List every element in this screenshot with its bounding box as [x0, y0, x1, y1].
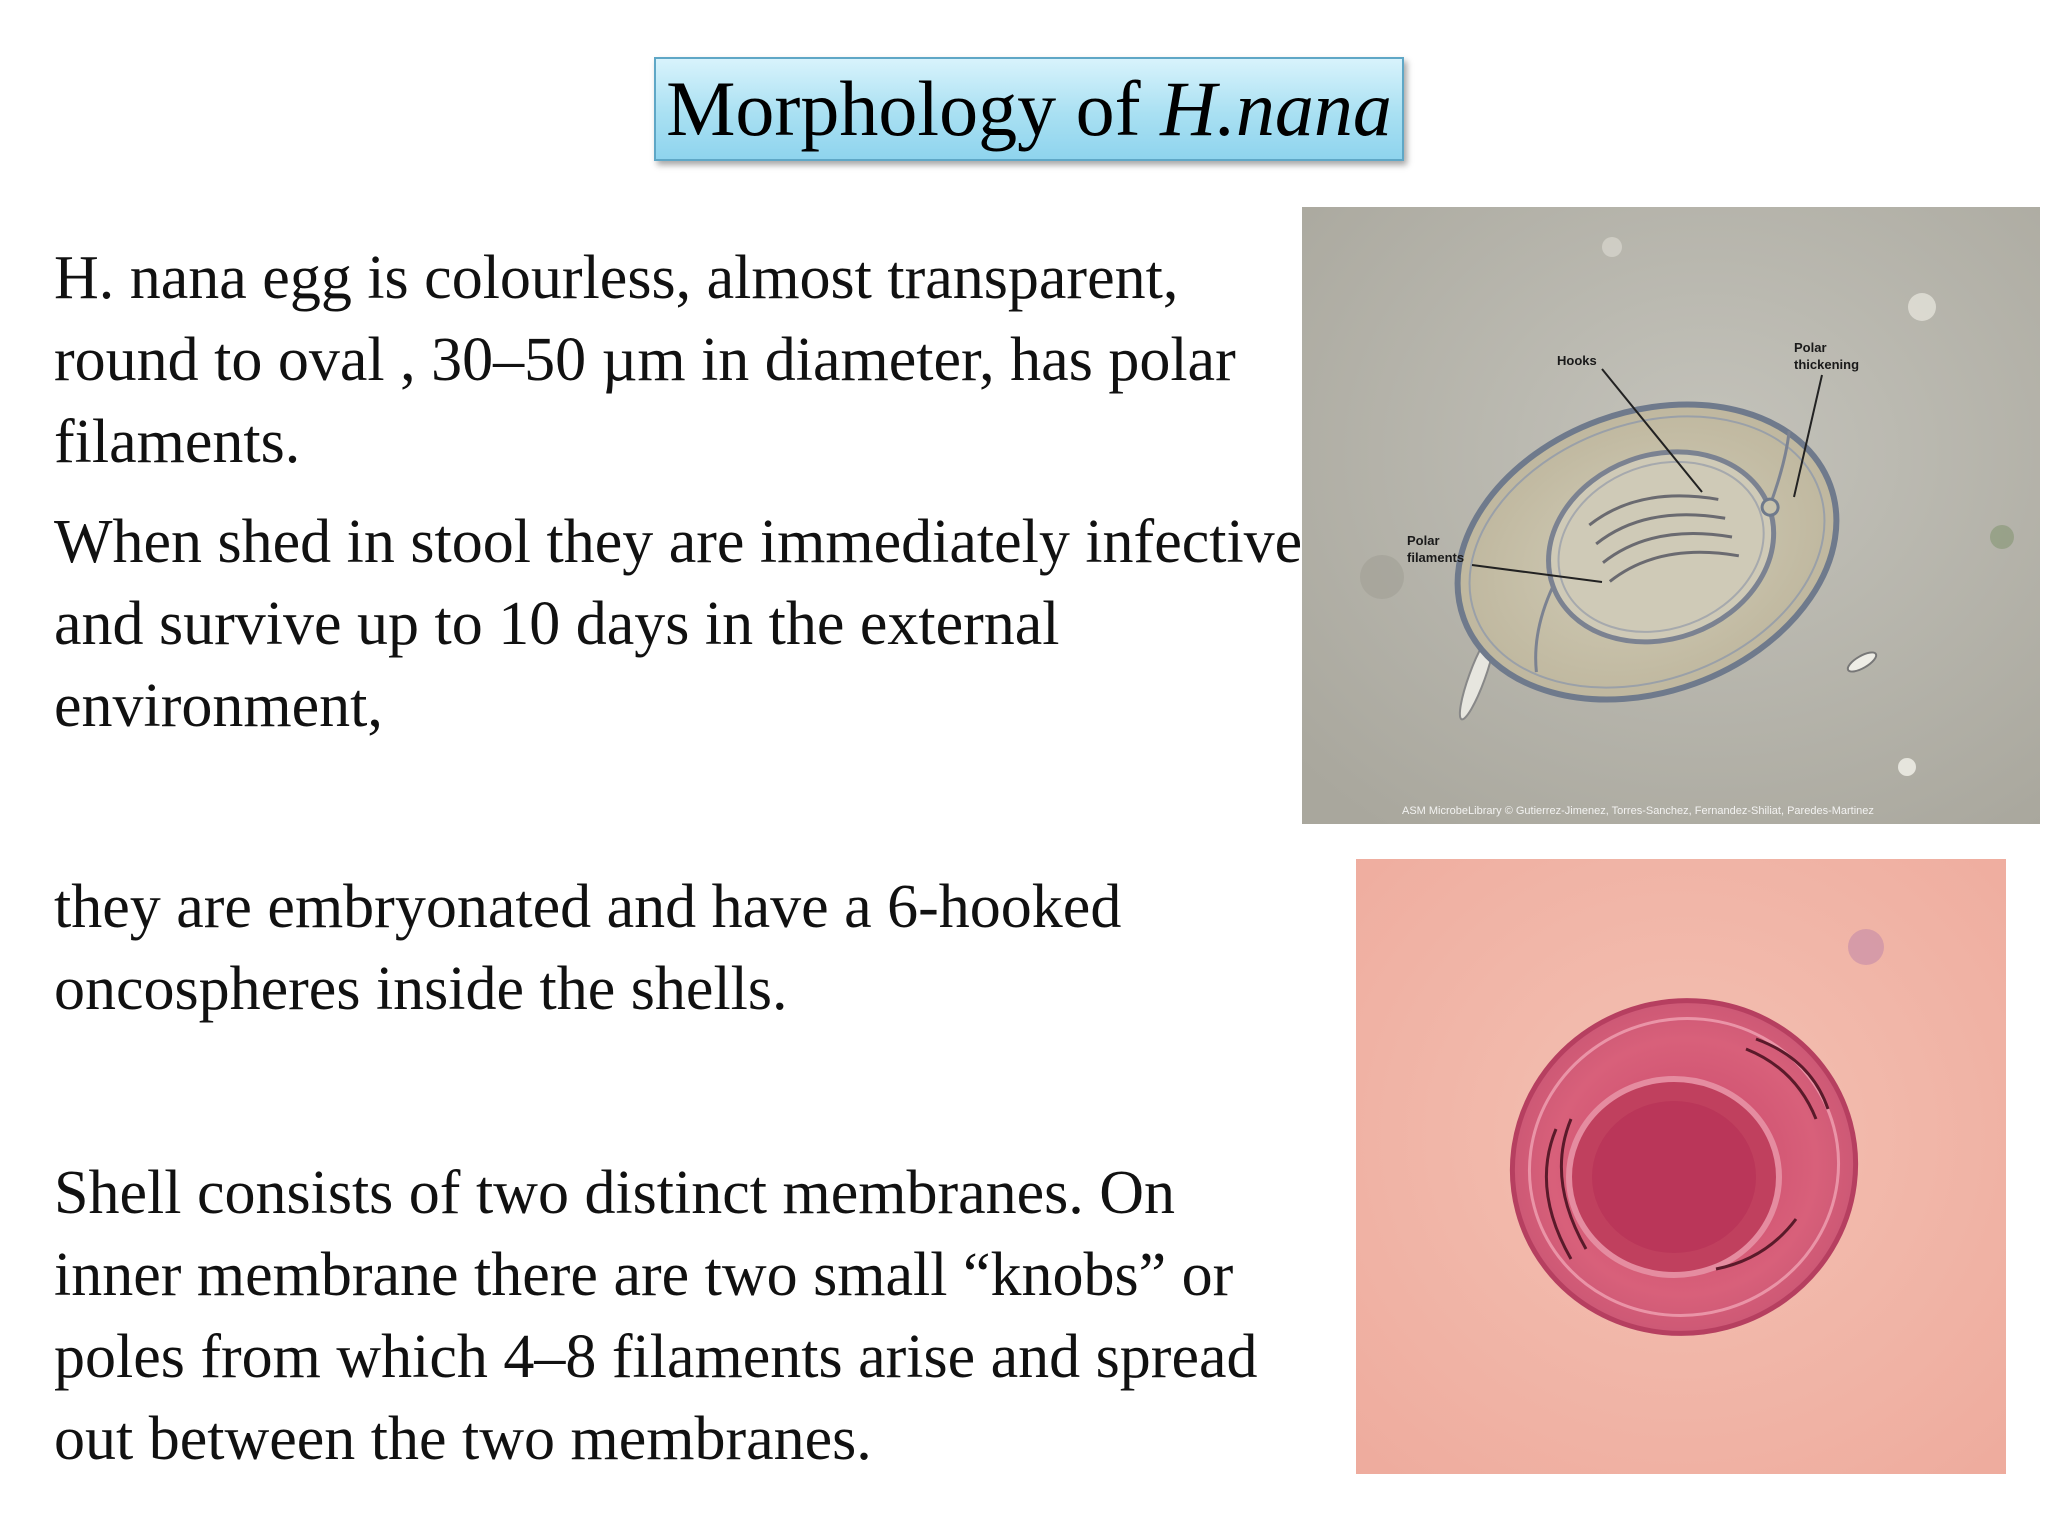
label-filaments-1: Polar [1407, 533, 1440, 548]
paragraph-infectivity: When shed in stool they are immediately infective and survive up to 10 days in the external environment, [54, 508, 1303, 740]
egg-micrograph-stained [1356, 859, 2006, 1474]
label-polar-1: Polar [1794, 340, 1827, 355]
title-main: Morphology of [666, 65, 1161, 152]
paragraph-egg-description: H. nana egg is colourless, almost transparent, round to oval , 30–50 µm in diameter, has polar filaments. [54, 244, 1236, 476]
label-polar-2: thickening [1794, 357, 1860, 372]
photo-credit: ASM MicrobeLibrary © Gutierrez-Jimenez, Torres-Sanchez, Fernandez-Shiliat, Paredes-Martinez [1402, 805, 1874, 817]
slide-title [654, 57, 1404, 161]
paragraph-embryonated: they are embryonated and have a 6-hooked oncospheres inside the shells. [54, 873, 1122, 1023]
egg-micrograph-labeled [1302, 207, 2040, 824]
label-filaments-2: filaments [1407, 550, 1465, 565]
label-hooks: Hooks [1557, 353, 1597, 368]
paragraph-shell: Shell consists of two distinct membranes. On inner membrane there are two small “knobs” or poles from which 4–8 filaments arise and spread out between the two membranes. [54, 1159, 1258, 1473]
title-italic: H.nana [1160, 65, 1392, 152]
